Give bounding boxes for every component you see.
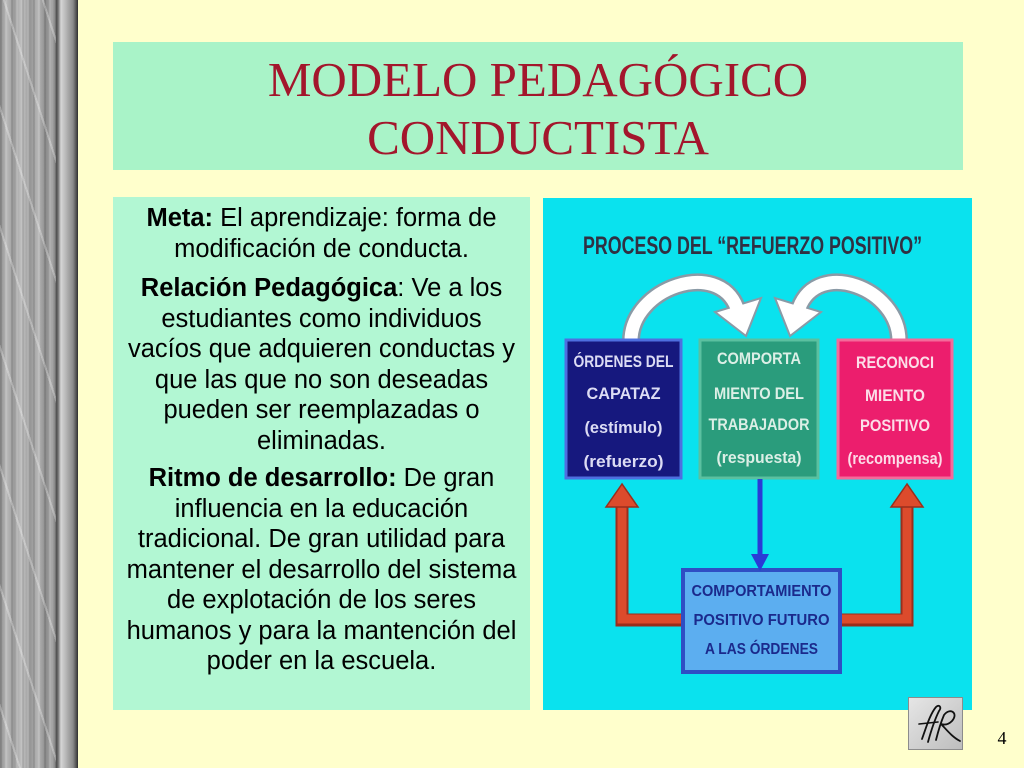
paragraph-label: Ritmo de desarrollo:: [148, 464, 397, 492]
arrow-head: [891, 484, 923, 507]
arrow-shaft: [622, 502, 685, 619]
page-title-line-1: MODELO PEDAGÓGICO: [267, 52, 809, 107]
box-label: ÓRDENES DEL: [573, 352, 674, 371]
reinforcement-diagram: [543, 198, 972, 710]
marble-column-decoration: [0, 0, 56, 768]
response-box: [700, 340, 818, 478]
paragraph-label: Meta:: [146, 204, 214, 232]
text-line: poder en la escuela.: [206, 647, 437, 675]
text-line: [113, 203, 530, 234]
text-line: influencia en la educación: [174, 494, 469, 523]
stimulus-box: [566, 340, 681, 478]
text-line: tradicional. De gran utilidad para: [137, 525, 506, 553]
box-label: POSITIVO: [860, 416, 930, 435]
feedback-arrow-left: [606, 484, 685, 620]
paragraph-label: Relación Pedagógica: [140, 274, 398, 302]
signature-logo-icon: [908, 697, 963, 750]
text-line: [113, 273, 530, 304]
text-line: que las que no son deseadas: [154, 365, 489, 394]
text-line: [113, 463, 530, 494]
text-panel: [113, 197, 530, 710]
reward-box: [838, 340, 952, 478]
arrow-shaft-outline: [622, 502, 685, 620]
diagram-panel: [543, 198, 972, 710]
page-title-line-2: CONDUCTISTA: [367, 110, 709, 165]
box-label: POSITIVO FUTURO: [693, 612, 830, 629]
paragraph-text: De gran: [396, 464, 495, 492]
outcome-box: [683, 570, 840, 672]
column-edge-decoration: [56, 0, 78, 768]
text-line: modificación de conducta.: [174, 234, 469, 263]
text-line: de explotación de los seres: [166, 586, 477, 614]
box-label: COMPORTA: [717, 349, 801, 368]
box-label: (refuerzo): [583, 452, 664, 471]
box-label: (respuesta): [716, 448, 802, 467]
text-line: vacíos que adquieren conductas y: [127, 335, 515, 363]
paragraph-text: El aprendizaje: forma de: [213, 204, 497, 232]
box-label: (recompensa): [847, 449, 943, 468]
curved-arrow-right: [775, 282, 899, 341]
feedback-arrow-right: [838, 484, 923, 620]
text-line: humanos y para la mantención del: [126, 616, 517, 645]
diagram-title: PROCESO DEL “REFUERZO POSITIVO”: [583, 232, 922, 260]
text-line: mantener el desarrollo del sistema: [126, 555, 517, 584]
curved-arrow-left: [631, 282, 761, 341]
box-label: COMPORTAMIENTO: [691, 583, 832, 600]
paragraph-meta: [113, 203, 530, 264]
paragraph-text: : Ve a los: [397, 274, 503, 302]
box-label: (estímulo): [584, 418, 663, 437]
text-line: pueden ser reemplazadas o: [163, 396, 480, 424]
box-label: CAPATAZ: [586, 384, 661, 403]
arrow-shaft-outline: [838, 502, 907, 620]
flow-arrow-down: [751, 479, 769, 571]
box-label: MIENTO DEL: [714, 384, 804, 403]
text-line: eliminadas.: [257, 426, 386, 455]
box-label: TRABAJADOR: [708, 415, 810, 434]
box-label: MIENTO: [865, 386, 925, 405]
title-box: [113, 42, 963, 170]
arrow-shaft: [838, 502, 907, 619]
arrow-head: [606, 484, 638, 507]
page-number: 4: [997, 728, 1007, 748]
text-line: estudiantes como individuos: [161, 304, 482, 333]
box-label: A LAS ÓRDENES: [705, 641, 836, 658]
box-label: RECONOCI: [856, 353, 934, 372]
paragraph-ritmo: [113, 463, 530, 677]
paragraph-relacion: [113, 273, 530, 456]
